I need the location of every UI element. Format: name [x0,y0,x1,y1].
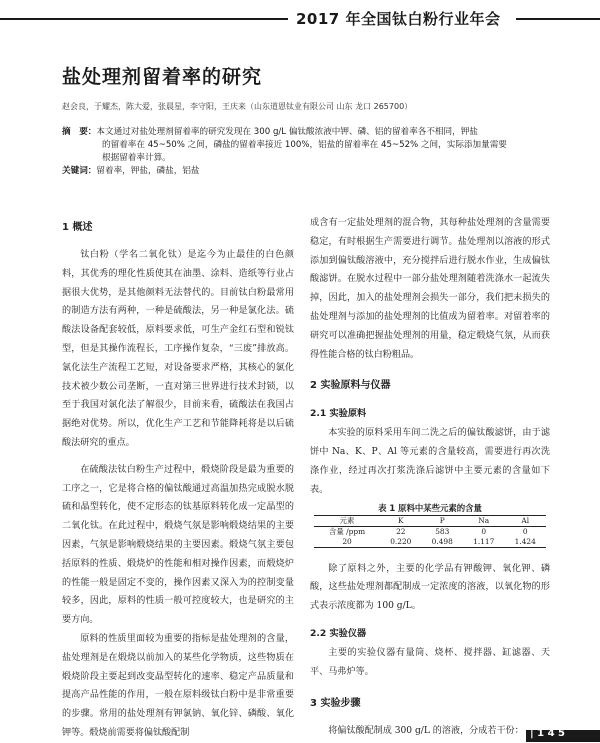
keywords-line [62,165,568,178]
table-cell: 583 [435,526,450,536]
table-cell: 22 [396,526,406,536]
table-header-cell: Al [521,515,530,525]
right-column [310,214,550,740]
table-cell: 含量 /ppm [328,526,366,536]
table-header-cell: K [398,515,404,525]
abstract-line-2: 的留着率在 45~50% 之间，磷盐的留着率接近 100%，铝盐的留着率在 45~52% 之间，实际添加量需要 [102,140,507,150]
paper-title: 盐处理剂留着率的研究 [62,66,263,88]
header-rule-right [516,18,600,20]
table-header-cell: Na [478,515,490,525]
paragraph: 在硫酸法钛白粉生产过程中，煅烧阶段是最为重要的工序之一，它是将合格的偏钛酸通过高温加热完成脱水脱硫和晶型转化，使不定形态的钛基原料转化成一定晶型的二氧化钛。在此过程中，煅烧气氛是影响煅烧结果的主要因素，气氛是影响煅烧结果的主要因素。煅烧气氛主要包括原料的性质、煅烧炉的性能和相对操作因素，而煅烧炉的性能一般是固定不变的，操作因素又深入为的控制变量较多，因此，原料的性质一般可控度较大，也是研究的主要方向。 [62,464,294,626]
section-heading-materials: 2 实验原料与仪器 [310,380,391,392]
section-heading-procedure: 3 实验步骤 [310,697,361,709]
abstract-line-1: 摘 要：本文通过对盐处理剂留着率的研究发现在 300 g/L 偏钛酸浓液中钾、磷、铝的留着率各不相同，钾盐 [62,127,478,137]
table-row [314,537,546,548]
table-cell: 0.220 [390,536,412,546]
paragraph: 钛白粉（学名二氧化钛）是迄今为止最佳的白色颜料，其优秀的理化性质使其在油墨、涂料、造纸等行业占据很大优势，是其他颜料无法替代的。目前钛白粉最常用的制造方法有两种，一种是硫酸法，另一种是氯化法。硫酸法设备配套较低，原料要求低，可生产金红石型和锐钛型，但是其操作流程长，工序操作复杂，“三废”排放高。氯化法生产流程工艺短，对设备要求严格，其核心的氯化技术被少数公司垄断，一直对第三世界进行技术封锁，以至于我国对氯化法了解很少，目前来看，硫酸法在我国占据绝对优势。所以，优化生产工艺和节能降耗将是以后硫酸法研究的重点。 [62,250,294,448]
table-cell: 0.498 [431,536,453,546]
table-cell: 0 [481,526,487,536]
author-line: 赵会良，于耀杰，陈大爱，张晨星，李守阳，王庆来（山东道恩钛业有限公司 山东 龙口 265700） [62,102,413,111]
paragraph: 原料的性质里面较为重要的指标是盐处理剂的含量，盐处理剂是在煅烧以前加入的某些化学物质，这些物质在煅烧阶段主要起到改变晶型转化的速率、稳定产品质量和提高产品性能的作用，一般在原料级钛白粉中是非常重要的步骤。常用的盐处理剂有钾氯钠、氧化锌、磷酸、氧化钾等。煅烧前需要将偏钛酸配制 [62,633,294,738]
subsection-heading-materials: 2.1 实验原料 [310,408,367,420]
page-number-tab [526,730,600,742]
table-header-cell: P [439,515,445,525]
header-rule-left [0,18,288,20]
paragraph: 本实验的原料采用车间二洗之后的偏钛酸滤饼，由于滤饼中 Na、K、P、Al 等元素的含量较高，需要进行再次洗涤作业，经过再次打浆洗涤后滤饼中主要元素的含量如下表。 [310,428,550,495]
table-header-cell: 元素 [339,515,355,525]
table-cell: 1.117 [473,536,495,546]
conference-title: 2017 年全国钛白粉行业年会 [296,10,501,28]
keywords-label: 关键词： [62,166,97,176]
table-cell: 0 [522,526,528,536]
table-cell: 1.424 [514,536,536,546]
paragraph: 除了原料之外，主要的化学品有钾酸钾、氧化钾、磷酸，这些盐处理剂都配制成一定浓度的溶液，以氧化物的形式表示浓度都为 100 g/L。 [310,563,550,612]
abstract-line-3: 根据留着率计算。 [102,153,171,163]
abstract-block [62,126,568,178]
left-column [62,218,294,743]
subsection-heading-instruments: 2.2 实验仪器 [310,627,367,639]
paragraph: 将偏钛酸配制成 300 g/L 的溶液，分成若干份： [328,725,524,736]
abstract-label: 摘 要： [62,127,97,137]
table-cell: 20 [342,536,352,546]
paragraph: 成含有一定盐处理剂的混合物，其每种盐处理剂的含量需要稳定，有时根据生产需要进行调节。盐处理剂以溶液的形式添加到偏钛酸溶液中，充分搅拌后进行脱水作业，生成偏钛酸滤饼。在脱水过程中一部分盐处理剂随着洗涤水一起流失掉，因此，加入的盐处理剂会损失一部分，我们把未损失的盐处理剂与添加的盐处理剂的比值成为留着率。对留着率的研究可以准确把握盐处理剂的用量，稳定煅烧气氛，从而获得性能合格的钛白粉粗品。 [310,218,550,360]
section-heading-overview: 1 概述 [62,222,93,233]
table-header-row [314,515,546,526]
table-caption: 表 1 原料中某些元素的含量 [378,502,482,513]
page-number: | 1 4 5 [530,728,565,739]
keywords-text: 留着率，钾盐，磷盐，铝盐 [96,166,200,176]
conference-header [0,8,600,30]
element-content-table [314,515,546,548]
table-row [314,526,546,537]
paragraph: 主要的实验仪器有量筒、烧杯、搅拌器、缸滤器、天平、马弗炉等。 [310,647,550,677]
